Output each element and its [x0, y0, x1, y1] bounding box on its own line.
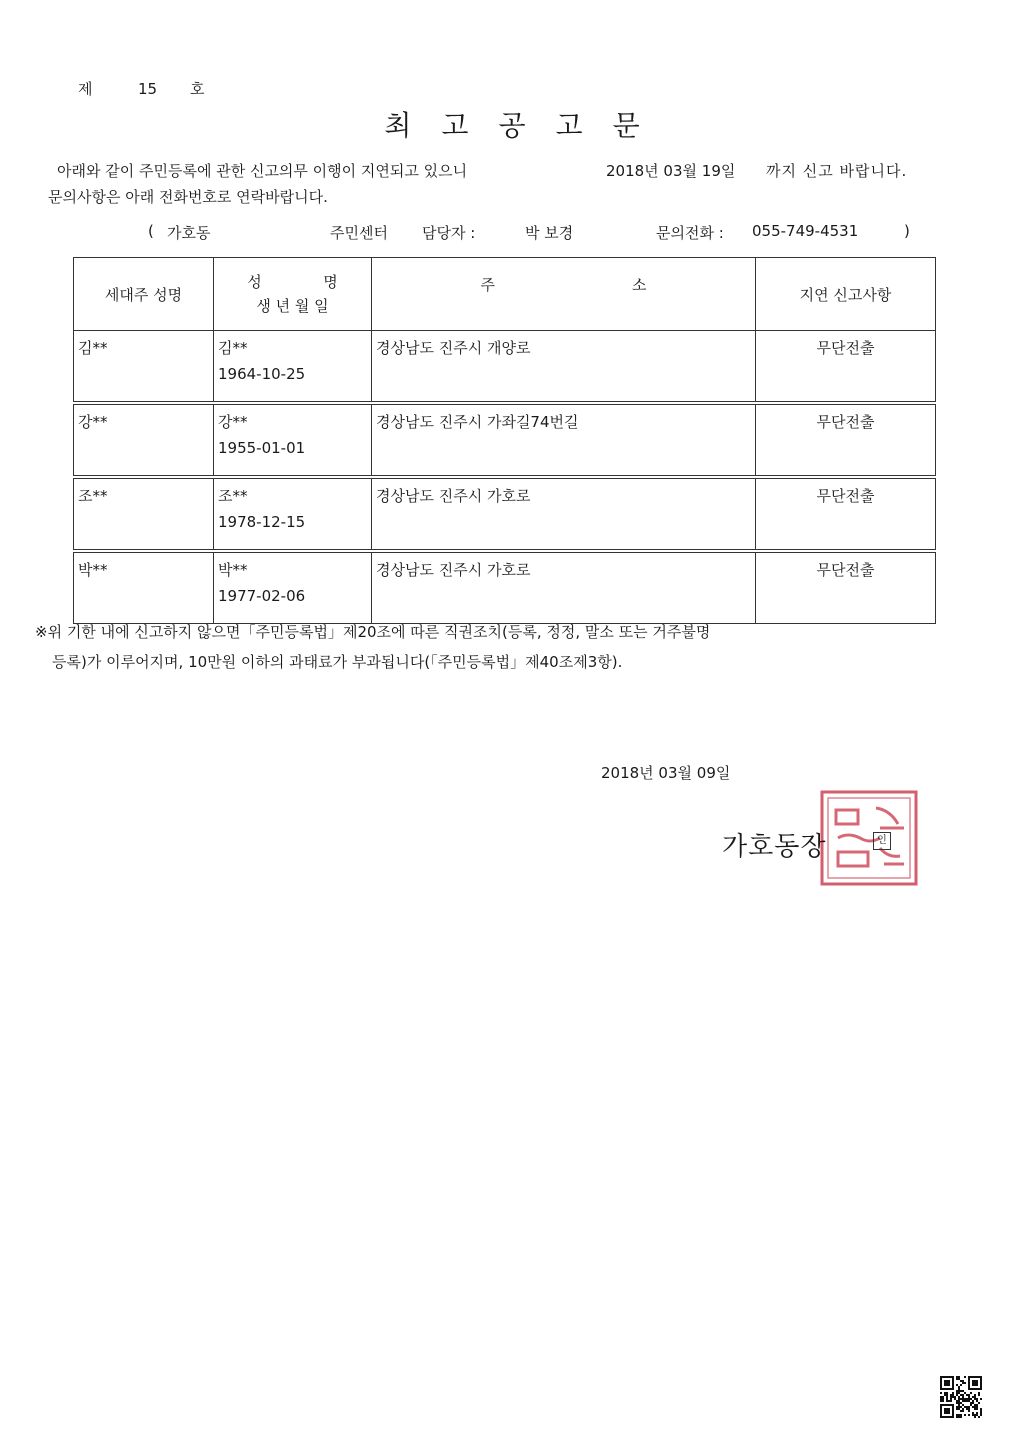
birth-date: 1955-01-01 [218, 439, 306, 457]
header-household-name: 세대주 성명 [74, 258, 214, 331]
overdue-item: 무단전출 [816, 413, 875, 431]
page-title: 최고공고문 [384, 109, 670, 142]
household-head-name: 조** [78, 487, 108, 505]
doc-no-value: 15 [138, 80, 158, 98]
birth-date: 1978-12-15 [218, 513, 306, 531]
address: 경상남도 진주시 가호로 [376, 487, 531, 505]
header-birthdate: 생 년 월 일 [256, 297, 329, 315]
qr-code-icon [940, 1376, 982, 1418]
official-seal-stamp [818, 788, 920, 888]
person-name: 김** [218, 339, 248, 357]
household-head-name: 김** [78, 339, 108, 357]
header-address-b: 소 [632, 276, 647, 294]
header-overdue-item: 지연 신고사항 [756, 258, 936, 331]
header-address [372, 258, 756, 331]
doc-no-prefix: 제 [78, 80, 93, 98]
issuer-title: 가호동장 [722, 832, 827, 862]
household-head-name: 강** [78, 413, 108, 431]
table-body [74, 331, 936, 624]
contact-manager-label: 담당자 : [422, 224, 476, 242]
header-name-birth [214, 258, 372, 331]
household-head-name: 박** [78, 561, 108, 579]
table-header-row [74, 258, 936, 331]
table-row [74, 553, 936, 624]
contact-manager-name: 박 보경 [525, 224, 574, 242]
contact-dong: 가호동 [167, 224, 211, 242]
seal-mark: 인 [873, 832, 891, 850]
intro-line-1: 아래와 같이 주민등록에 관한 신고의무 이행이 지연되고 있으니 [57, 162, 468, 180]
person-name: 박** [218, 561, 248, 579]
contact-center: 주민센터 [330, 224, 388, 242]
contact-open-paren: ( [148, 222, 154, 240]
overdue-item: 무단전출 [816, 487, 875, 505]
address: 경상남도 진주시 개양로 [376, 339, 531, 357]
birth-date: 1977-02-06 [218, 587, 306, 605]
table-row [74, 479, 936, 550]
contact-phone-label: 문의전화 : [656, 224, 724, 242]
intro-deadline: 2018년 03월 19일 [606, 162, 736, 180]
table-row [74, 331, 936, 402]
intro-line-2: 문의사항은 아래 전화번호로 연락바랍니다. [48, 188, 328, 206]
intro-line-1-tail: 까지 신고 바랍니다. [766, 162, 908, 180]
person-name: 조** [218, 487, 248, 505]
header-name-b: 명 [323, 273, 338, 291]
overdue-item: 무단전출 [816, 339, 875, 357]
address: 경상남도 진주시 가좌길74번길 [376, 413, 579, 431]
doc-no-suffix: 호 [190, 80, 205, 98]
header-name-a: 성 [247, 273, 262, 291]
table-row [74, 405, 936, 476]
overdue-item: 무단전출 [816, 561, 875, 579]
birth-date: 1964-10-25 [218, 365, 306, 383]
issue-date: 2018년 03월 09일 [601, 764, 731, 782]
address: 경상남도 진주시 가호로 [376, 561, 531, 579]
contact-phone: 055-749-4531 [752, 222, 859, 240]
person-name: 강** [218, 413, 248, 431]
notice-line-2: 등록)가 이루어지며, 10만원 이하의 과태료가 부과됩니다(「주민등록법」제40조제3항). [52, 653, 623, 671]
document-number [78, 78, 205, 99]
contact-close-paren: ) [904, 222, 910, 240]
notice-line-1: ※위 기한 내에 신고하지 않으면「주민등록법」제20조에 따른 직권조치(등록, 정정, 말소 또는 거주불명 [35, 623, 711, 641]
header-address-a: 주 [480, 276, 495, 294]
overdue-report-table [73, 257, 936, 624]
